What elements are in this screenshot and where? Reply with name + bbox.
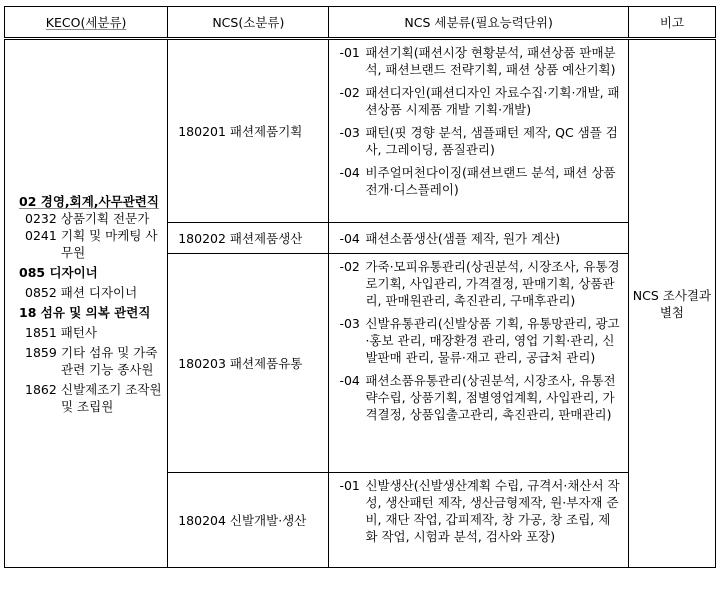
detail-item: -03 패턴(핏 경향 분석, 샘플패턴 제작, QC 샘플 검사, 그레이딩, 품질관리): [339, 125, 618, 157]
ncs-180202: 180202 패션제품생산: [168, 223, 329, 254]
detail-item: -01 패션기획(패션시장 현황분석, 패션상품 판매분석, 패션브랜드 전략기획, 패션 상품 예산기획): [339, 45, 616, 77]
keco-item-1859: [19, 344, 163, 378]
detail-item: -04 패션소품생산(샘플 제작, 원가 계산): [339, 230, 561, 246]
keco-item-1851: 1851 패턴사: [25, 324, 98, 340]
detail-180201: [329, 39, 628, 223]
note-cell: NCS 조사결과 별첨: [628, 39, 715, 568]
detail-item: -02 가죽·모피유통관리(상권분석, 시장조사, 유통경로기획, 사입관리, 가격결정, 판매기획, 상품관리, 판매원관리, 촉진관리, 구매후관리): [339, 259, 620, 308]
header-note: 비고: [628, 7, 715, 39]
keco-item-1862: [19, 381, 163, 415]
keco-code: 0241: [25, 227, 57, 243]
keco-code: 1862: [25, 381, 57, 397]
detail-item: -04 패션소품유통관리(상권분석, 시장조사, 유통전략수립, 상품기획, 점별영업계획, 사입관리, 가격결정, 상품입출고관리, 촉진관리, 판매관리): [339, 373, 616, 422]
keco-code: 1859: [25, 344, 57, 360]
ncs-180201: 180201 패션제품기획: [168, 39, 329, 223]
header-row: [5, 7, 716, 39]
detail-item: -04 비주얼머천다이징(패션브랜드 분석, 패션 상품 전개·디스플레이): [339, 165, 616, 197]
keco-major-085: 085 디자이너: [19, 264, 98, 280]
detail-180204: [329, 473, 628, 568]
mapping-table: [4, 6, 716, 568]
keco-item-0232: 0232 상품기획 전문가: [25, 210, 150, 226]
header-ncs-detail: NCS 세분류(필요능력단위): [329, 7, 628, 39]
header-ncs-small: NCS(소분류): [168, 7, 329, 39]
keco-text: 기타 섬유 및 가죽 관련 기능 종사원: [61, 344, 158, 377]
detail-item: -03 신발유통관리(신발상품 기획, 유통망관리, 광고·홍보 관리, 매장환경 관리, 영업 기획·관리, 신발판매 관리, 물류·재고 관리, 공급처 관리): [339, 316, 620, 365]
keco-text: 신발제조기 조작원 및 조립원: [61, 381, 162, 414]
detail-item: -02 패션디자인(패션디자인 자료수집·기획·개발, 패션상품 시제품 개발 기획·개발): [339, 85, 620, 117]
detail-180202: [329, 223, 628, 254]
header-keco: KECO(세분류): [5, 7, 168, 39]
keco-major-18: 18 섬유 및 의복 관련직: [19, 304, 151, 320]
detail-item: -01 신발생산(신발생산계획 수립, 규격서·채산서 작성, 생산패턴 제작, 생산금형제작, 원·부자재 준비, 재단 작업, 갑피제작, 창 가공, 창 조립, 제화 작업, 시험과 분석, 검사와 포장): [339, 478, 620, 544]
keco-item-0852: 0852 패션 디자이너: [25, 284, 138, 300]
keco-text: 기획 및 마케팅 사무원: [61, 227, 158, 260]
ncs-180203: 180203 패션제품유통: [168, 254, 329, 473]
keco-major-02: 02 경영,회계,사무관련직: [19, 193, 159, 209]
keco-item-0241: [19, 227, 163, 261]
detail-180203: [329, 254, 628, 473]
table-row: [5, 39, 716, 223]
keco-cell: [5, 39, 168, 568]
ncs-180204: 180204 신발개발·생산: [168, 473, 329, 568]
